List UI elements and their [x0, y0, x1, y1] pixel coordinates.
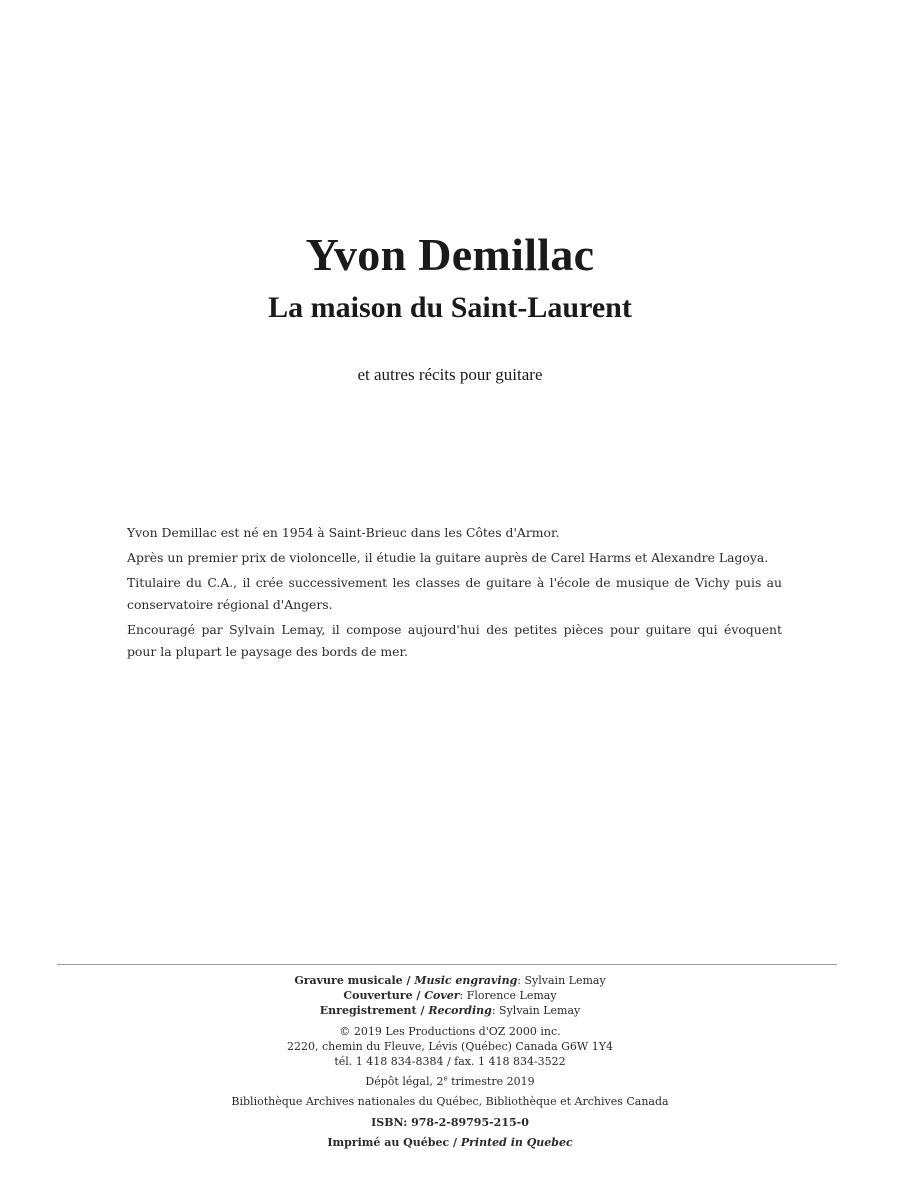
copyright: © 2019 Les Productions d'OZ 2000 inc.	[339, 1024, 561, 1038]
credits	[0, 973, 900, 1150]
publisher-phone: tél. 1 418 834-8384 / fax. 1 418 834-3522	[334, 1055, 566, 1069]
divider	[57, 964, 837, 965]
credit-cover: Couverture / Cover: Florence Lemay	[343, 989, 557, 1003]
libraries: Bibliothèque Archives nationales du Québec, Bibliothèque et Archives Canada	[231, 1095, 669, 1109]
publisher-address: 2220, chemin du Fleuve, Lévis (Québec) Canada G6W 1Y4	[286, 1039, 613, 1053]
bio-paragraph: Après un premier prix de violoncelle, il étudie la guitare auprès de Carel Harms et Alexandre Lagoya.	[127, 550, 769, 565]
printed-in: Imprimé au Québec / Printed in Quebec	[327, 1135, 573, 1149]
author-name: Yvon Demillac	[305, 229, 595, 280]
biography	[127, 522, 782, 666]
isbn: ISBN: 978-2-89795-215-0	[371, 1115, 529, 1129]
credit-recording: Enregistrement / Recording: Sylvain Lemay	[319, 1004, 581, 1018]
legal-deposit: Dépôt légal, 2e trimestre 2019	[365, 1074, 535, 1089]
bio-paragraph: Encouragé par Sylvain Lemay, il compose aujourd'hui des petites pièces pour guitare qui évoquent pour la plupart le paysage des bords de mer.	[127, 622, 782, 659]
work-title: La maison du Saint-Laurent	[268, 291, 632, 324]
bio-paragraph: Yvon Demillac est né en 1954 à Saint-Brieuc dans les Côtes d'Armor.	[127, 525, 560, 540]
title-block	[0, 224, 900, 330]
bio-paragraph: Titulaire du C.A., il crée successivement les classes de guitare à l'école de musique de Vichy puis au conservatoire régional d'Angers.	[127, 575, 782, 612]
credit-engraving: Gravure musicale / Music engraving: Sylvain Lemay	[294, 974, 606, 987]
work-subtitle: et autres récits pour guitare	[357, 365, 543, 384]
